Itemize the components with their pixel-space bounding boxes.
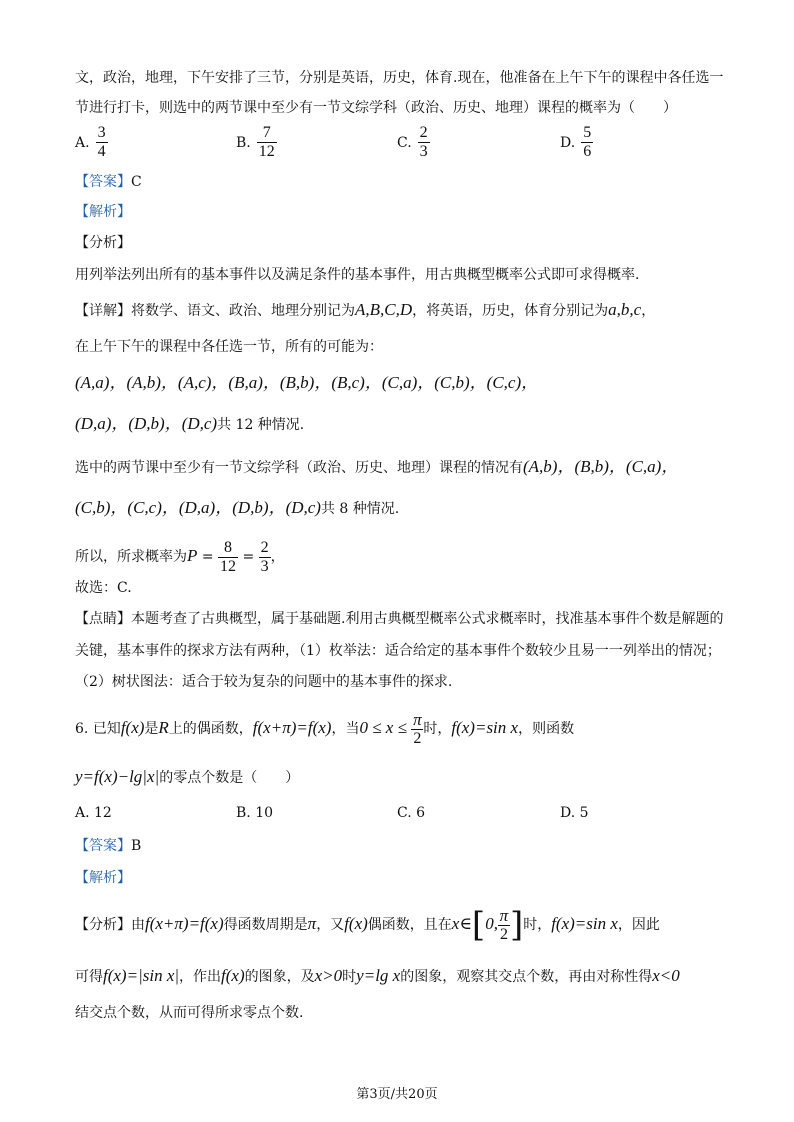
q5-option-a: A. $\frac{3}{4}$ (75, 124, 106, 160)
intro-line-1: 文，政治，地理，下午安排了三节，分别是英语，历史，体育.现在，他准备在上午下午的课程中各任选一 (75, 70, 724, 86)
q6-analysis-tag: 【解析】 (75, 870, 131, 886)
q5-option-c: C. $\frac{2}{3}$ (397, 124, 428, 160)
q6-fenxi-line-3: 结交点个数，从而可得所求零点个数. (75, 1005, 304, 1021)
q5-option-d: D. $\frac{5}{6}$ (560, 124, 592, 160)
q5-comment-2: 关键，基本事件的探求方法有两种，（1）枚举法：适合给定的基本事件个数较少且易一一列举出的情况； (75, 643, 721, 659)
q5-each-line: 在上午下午的课程中各任选一节，所有的可能为： (75, 339, 383, 355)
q5-fenxi: 用列举法列出所有的基本事件以及满足条件的基本事件，用古典概型概率公式即可求得概率. (75, 267, 640, 283)
q5-detail: 【详解】将数学、语文、政治、地理分别记为A,B,C,D，将英语，历史，体育分别记为a,b,c， (75, 300, 656, 319)
q5-selected-line-2: (C,b)，(C,c)，(D,a)，(D,b)，(D,c)共 8 种情况. (75, 498, 400, 517)
q5-fenxi-tag: 【分析】 (75, 235, 131, 251)
q6-fenxi-line-2: 可得f(x)=|sin x|，作出f(x)的图象，及x>0时y=lg x的图象，观察其交点个数，再由对称性得x<0 (75, 966, 680, 985)
q6-fenxi-line-1: 【分析】由f(x+π)=f(x)得函数周期是π，又f(x)偶函数，且在x∈[0, $\frac{\pi}{2}$ ]时，f(x)=sin x，因此 (75, 905, 660, 945)
q5-probability: 所以，所求概率为P = $\frac{8}{12}$ = $\frac{2}{3}$ ， (75, 538, 285, 575)
q5-pairs-row-1: (A,a)，(A,b)，(A,c)，(B,a)，(B,b)，(B,c)，(C,a)，(C,b)，(C,c)， (75, 373, 539, 392)
q5-comment-3: （2）树状图法：适合于较为复杂的问题中的基本事件的探求. (75, 674, 453, 690)
q6-option-d: D. 5 (560, 805, 589, 821)
q6-option-b: B. 10 (236, 805, 274, 821)
q5-pairs-row-2: (D,a)，(D,b)，(D,c)共 12 种情况. (75, 414, 305, 433)
q5-choose: 故选：C. (75, 580, 132, 596)
q5-option-b: B. $\frac{7}{12}$ (236, 124, 275, 160)
page-footer: 第3页/共20页 (356, 1087, 438, 1102)
q5-answer: 【答案】C (75, 174, 142, 190)
q6-stem-line-1: 6. 已知f(x)是R上的偶函数，f(x+π)=f(x)，当0 ≤ x ≤ $\frac{\pi}{2}$ 时，f(x)=sin x，则函数 (75, 709, 575, 747)
q6-stem-line-2: y=f(x)−lg|x|的零点个数是（ ） (75, 767, 300, 786)
q5-analysis-tag: 【解析】 (75, 204, 131, 220)
q6-option-a: A. 12 (75, 805, 112, 821)
q5-selected-line-1: 选中的两节课中至少有一节文综学科（政治、历史、地理）课程的情况有(A,b)，(B,b)，(C,a)， (75, 457, 679, 476)
intro-line-2: 节进行打卡，则选中的两节课中至少有一节文综学科（政治、历史、地理）课程的概率为（ ） (75, 100, 677, 116)
q6-option-c: C. 6 (397, 805, 426, 821)
q5-comment-1: 【点睛】本题考查了古典概型，属于基础题.利用古典概型概率公式求概率时，找准基本事件个数是解题的 (75, 611, 724, 627)
q6-answer: 【答案】B (75, 838, 142, 854)
